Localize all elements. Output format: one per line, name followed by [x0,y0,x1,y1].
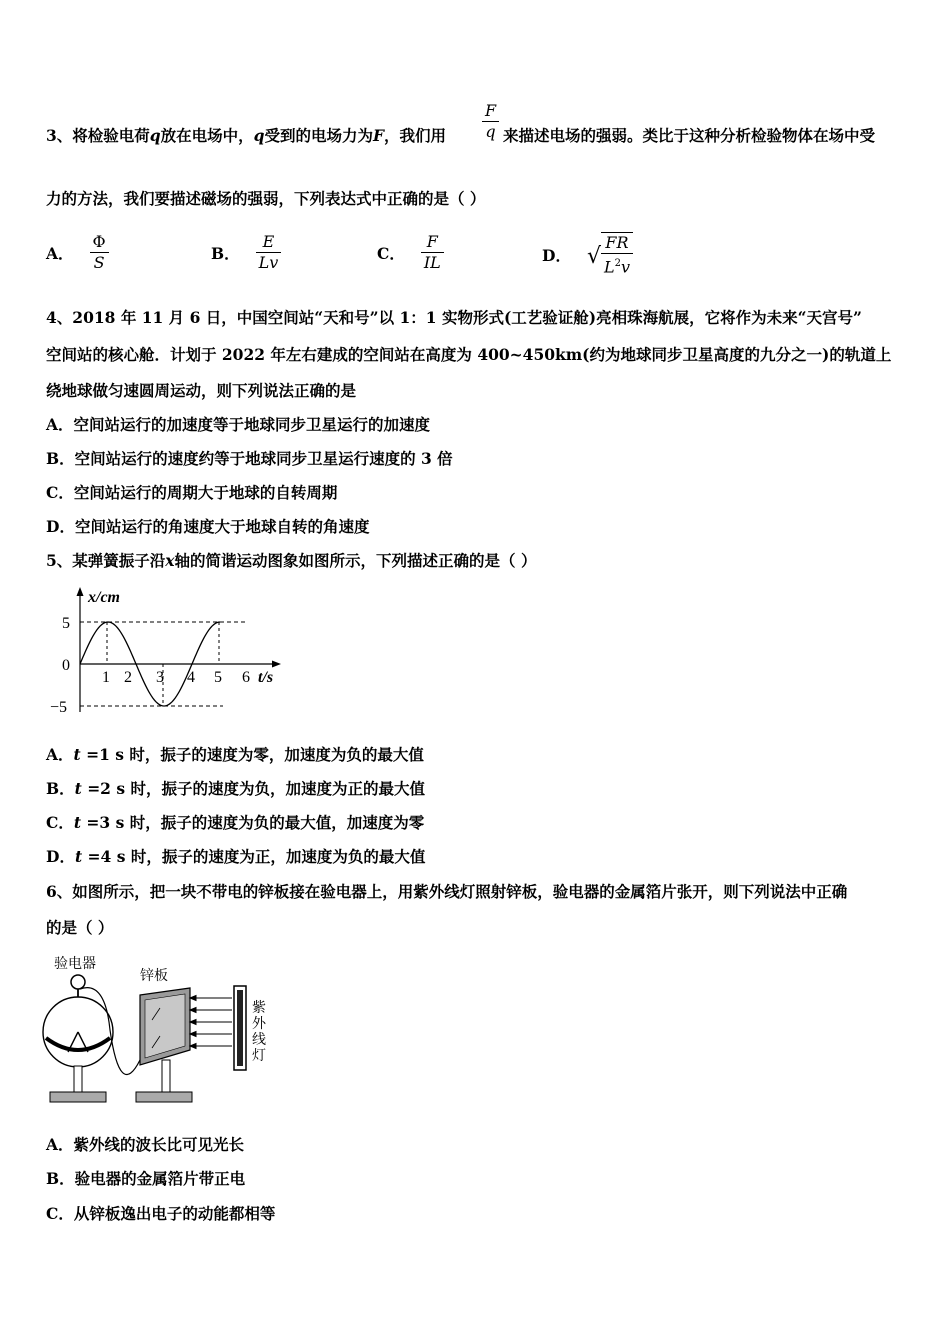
y-axis-arrow [77,587,84,596]
q5-stem [46,551,536,571]
option-label: C． [46,813,74,832]
q3-var-F: F [373,126,385,145]
uv-lamp-tube [237,990,243,1066]
electroscope-knob [71,975,85,989]
electroscope-label: 验电器 [54,957,96,972]
q4-line2: 空间站的核心舱．计划于 2022 年左右建成的空间站在高度为 400~450km(约为地球同步卫星高度的九分之一)的轨道上 [46,345,892,364]
superscript: 2 [614,258,621,269]
frac-numerator: Φ [90,232,109,253]
q6-line2: 的是（ ） [46,918,114,937]
option-label: D． [542,245,571,265]
zinc-stand [162,1060,170,1092]
q5-var-x: x [165,551,175,570]
q6-option-b[interactable]: B．验电器的金属箔片带正电 [46,1169,246,1188]
frac-numerator: F [421,232,444,253]
q3-option-c[interactable] [377,232,444,276]
q5-text: 轴的简谐运动图象如图所示，下列描述正确的是（ ） [174,551,537,570]
photoelectric-figure [40,950,280,1110]
q5-text: 5、某弹簧振子沿 [46,551,166,570]
lamp-label-char: 紫 [252,1001,266,1016]
q4-option-d[interactable]: D．空间站运行的角速度大于地球自转的角速度 [46,517,370,536]
x-tick-3: 3 [156,669,164,686]
q4-line3: 绕地球做匀速圆周运动，则下列说法正确的是 [46,381,357,400]
q5-option-d[interactable] [46,847,425,867]
option-fraction [421,232,444,273]
lamp-label-char: 线 [252,1033,266,1048]
option-text: =2 s 时，振子的速度为负，加速度为正的最大值 [87,779,425,798]
zinc-plate-label: 锌板 [140,969,168,984]
q3-line1-tail: 来描述电场的强弱。类比于这种分析检验物体在场中受 [503,126,876,145]
option-label: C． [377,243,405,263]
option-label: A． [46,745,74,764]
q3-line2: 力的方法，我们要描述磁场的强弱，下列表达式中正确的是（ ） [46,189,486,208]
y-axis-label: x/cm [88,589,120,606]
shm-graph [48,584,298,724]
x-axis-label: t/s [258,669,274,686]
option-text: =1 s 时，振子的速度为零，加速度为负的最大值 [86,745,424,764]
var-t: t [74,847,83,866]
q4-option-b[interactable]: B．空间站运行的速度约等于地球同步卫星运行速度的 3 倍 [46,449,453,468]
uv-rays [190,996,232,1049]
q5-option-b[interactable] [46,779,425,799]
frac-denominator-tail: v [620,257,631,277]
frac-numerator: E [256,232,282,253]
q4-option-c[interactable]: C．空间站运行的周期大于地球的自转周期 [46,483,338,502]
q3-text: 3、将检验电荷 [46,126,150,145]
var-t: t [74,779,82,798]
zinc-foot [136,1092,192,1102]
frac-numerator: FR [601,233,633,254]
lamp-label-char: 灯 [252,1049,266,1064]
q3-text: 受到的电场力为 [264,126,374,145]
q3-var-q: q [253,126,265,145]
q3-fraction [482,101,499,142]
x-tick-2: 2 [124,669,132,686]
frac-denominator: q [485,122,496,141]
option-text: =3 s 时，振子的速度为负的最大值，加速度为零 [86,813,425,832]
frac-denominator: L [603,257,615,277]
option-label: A． [46,243,74,263]
x-axis-arrow [272,661,281,668]
q4-line1: 4、2018 年 11 月 6 日，中国空间站“天和号”以 1：1 实物形式(工艺验证舱)亮相珠海航展，它将作为未来“天宫号” [46,308,862,327]
q3-text: 放在电场中， [160,126,254,145]
option-fraction [601,232,633,277]
y-tick-neg5: −5 [50,699,68,716]
option-text: =4 s 时，振子的速度为正，加速度为负的最大值 [87,847,426,866]
x-tick-6: 6 [242,669,250,686]
option-fraction [90,232,109,273]
electroscope-stand [74,1066,82,1092]
option-label: B． [211,243,240,263]
x-tick-1: 1 [102,669,110,686]
electroscope-foot [50,1092,106,1102]
sqrt-symbol: √ [586,244,601,270]
q3-var-q: q [149,126,161,145]
q3-option-a[interactable] [46,232,109,276]
q3-option-b[interactable] [211,232,281,276]
q3-option-d[interactable] [542,232,633,276]
frac-denominator: IL [423,253,441,272]
q6-line1: 6、如图所示，把一块不带电的锌板接在验电器上，用紫外线灯照射锌板，验电器的金属箔片张开，则下列说法中正确 [46,882,848,901]
q5-option-c[interactable] [46,813,424,833]
option-label: B． [46,779,75,798]
q5-option-a[interactable] [46,745,424,765]
q6-option-a[interactable]: A．紫外线的波长比可见光长 [46,1135,245,1154]
var-t: t [73,745,81,764]
option-label: D． [46,847,75,866]
q3-line1 [46,126,446,146]
q6-option-c[interactable]: C．从锌板逸出电子的动能都相等 [46,1204,276,1223]
x-tick-4: 4 [187,669,195,686]
q4-option-a[interactable]: A．空间站运行的加速度等于地球同步卫星运行的加速度 [46,415,431,434]
x-tick-5: 5 [214,669,222,686]
lamp-label-char: 外 [252,1017,266,1032]
frac-denominator: Lv [258,253,279,272]
y-tick-0: 0 [62,657,70,674]
frac-denominator: S [93,253,105,272]
y-tick-5: 5 [62,615,70,632]
q3-text: ，我们用 [384,126,447,145]
var-t: t [73,813,82,832]
option-fraction [256,232,282,273]
frac-numerator: F [482,101,499,122]
